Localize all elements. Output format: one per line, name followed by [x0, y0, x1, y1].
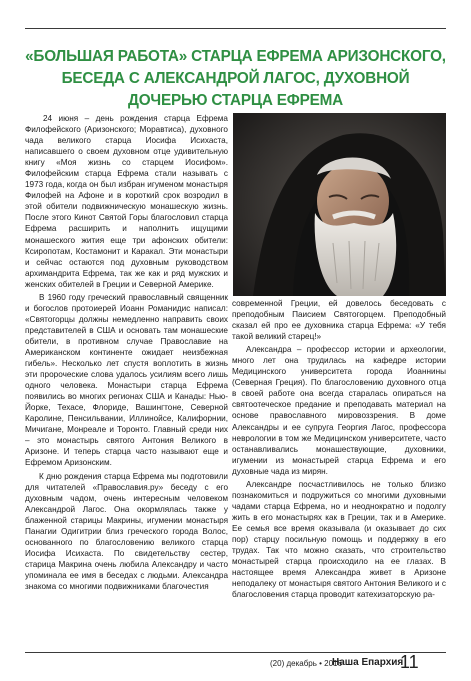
bottom-rule: [25, 652, 446, 653]
article-title: «БОЛЬШАЯ РАБОТА» СТАРЦА ЕФРЕМА АРИЗОНСКОГО, БЕСЕДА С АЛЕКСАНДРОЙ ЛАГОС, ДУХОВНОЙ ДОЧЕРЬЮ СТАРЦА ЕФРЕМА: [25, 48, 446, 110]
top-rule: [25, 28, 446, 29]
publication-name: Наша Епархия: [332, 657, 404, 668]
issue-date: (20) декабрь • 2016: [270, 659, 342, 668]
text-column-left: [25, 113, 228, 592]
paragraph: В 1960 году греческий православный священник и богослов протоиерей Иоанн Романидис написал: «Святогорцы должны немедленно направить своих представителей в США и основать там монашеские обители, в противном случае Православие на Американском континенте ожидает неизбежная гибель». Несколько лет спустя воплотить в жизнь эти пророческие слова удалось усилиям всего лишь одного человека. Монастыри старца Ефрема появились во многих регионах США и Канады: Нью-Йорке, Техасе, Флориде, Вашингтоне, Северной Каролине, Пенсильвании, Иллинойсе, Калифорнии, Мичигане, Монреале и Торонто. Главный среди них – это монастырь святого Антония Великого в Аризоне. И теперь старца часто называют еще и Ефремом Аризонским.: [25, 292, 228, 468]
page-footer: [270, 654, 450, 672]
text-column-right: [232, 298, 446, 600]
paragraph: современной Греции, ей довелось беседовать с преподобным Паисием Святогорцем. Преподобный сказал ей про ее духовника старца Ефрема: «У тебя такой великий старец!»: [232, 299, 446, 342]
paragraph: Александре посчастливилось не только близко познакомиться и подружиться со многими духовными чадами старца Ефрема, но и неоднократно и подолгу жить в его монастырях как в Греции, так и в Америке. Ее семья все время оказывала (и оказывает до сих пор) старцу посильную помощь и поддержку в его трудах. Так что можно сказать, что строительство монастырей старца происходило на ее глазах. В настоящее время Александра живет в Аризоне неподалеку от монастыря святого Антония Великого и с благословения старца проводит катехизаторскую ра-: [232, 479, 446, 600]
paragraph: Александра – профессор истории и археологии, много лет она трудилась на кафедре истории Медицинского университета города Иоаннины (Северная Греция). По благословению духовного отца в своей работе она всегда старалась опираться на святоотеческое предание и преподавать материал на основе православного мировоззрения. В доме Александры и ее супруга Георгия Лагос, профессора неврологии в том же Медицинском университете, часто останавливались монашествующие, духовники, игумении из монастырей старца Ефрема и его духовные чада из мирян.: [232, 345, 446, 476]
page-number: 11: [400, 652, 419, 672]
paragraph: К дню рождения старца Ефрема мы подготовили для читателей «Православия.ру» беседу с его духовным чадом, очень интересным человеком Александрой Лагос. Она окормлялась также у блаженной старицы Макрины, игумении монастыря Панагии Одигитрии близ греческого города Волос, основанного по благословению великого старца Иосифа Исихаста. По свидетельству сестер, старица Макрина очень любила Александру и часто упоминала ее имя в беседах с людьми. Александра знакома со многими подвижниками благочестия: [25, 471, 228, 591]
paragraph: 24 июня – день рождения старца Ефрема Филофейского (Аризонского; Моравтиса), духовного чада великого старца Иосифа Исихаста, написавшего о своем духовном отце удивительную книгу «Моя жизнь со старцем Иосифом». Филофейским старца Ефрема стали называть с 1973 года, когда он был избран игуменом монастыря Филофей на Афоне и в короткий срок возродил в этой обители подвижническую монашескую жизнь. После этого Кинот Святой Горы благословил старца Ефрема расширить и наполнить ищущими монашеского жития еще три афонских обители: Ксиропотам, Костамонит и Каракал. Эти монастыри и сейчас остаются под духовным руководством архимандрита Ефрема, так же как и ряд мужских и женских обителей в Греции и Северной Америке.: [25, 114, 228, 289]
portrait-photo: [233, 113, 446, 296]
